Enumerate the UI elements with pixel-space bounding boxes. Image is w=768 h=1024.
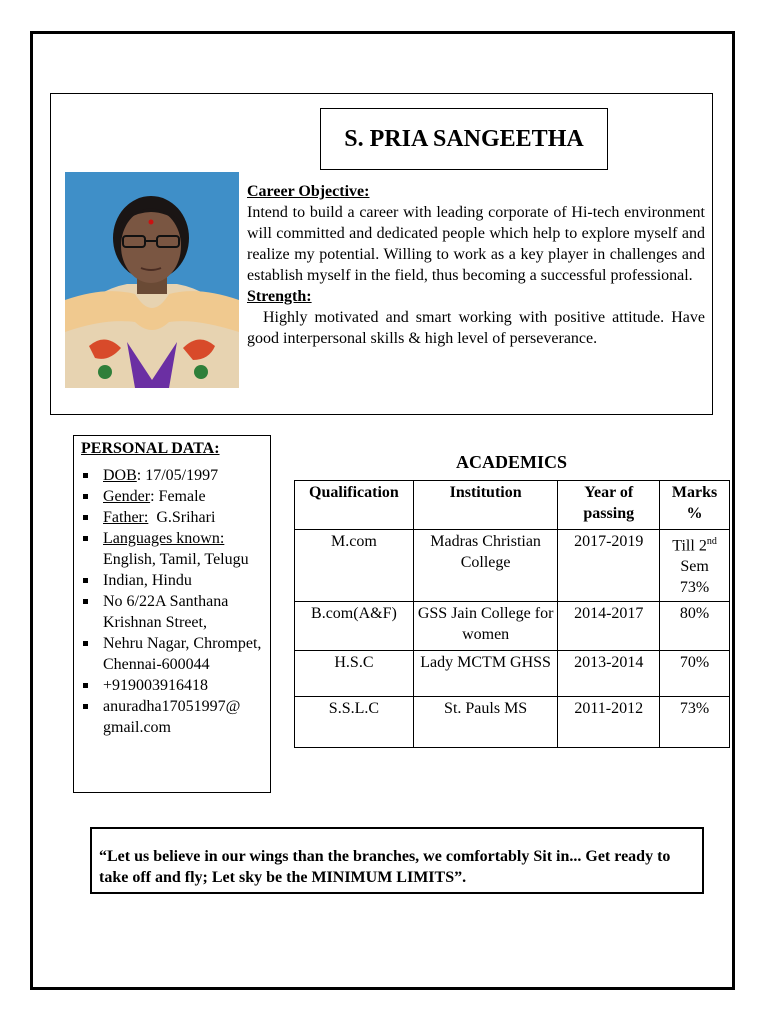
email-part-1: anuradha17051997@ (103, 698, 241, 715)
table-row (295, 697, 730, 748)
dob-label: DOB (103, 467, 137, 484)
cell-qualification: H.S.C (295, 651, 414, 697)
academics-table (294, 480, 730, 748)
cell-year: 2014-2017 (558, 602, 660, 651)
marks-sem: Sem (680, 558, 709, 576)
nationality-item: Indian, Hindu (80, 570, 264, 591)
languages-label: Languages known: (103, 530, 225, 547)
cell-marks: 73% (660, 697, 730, 748)
cell-year: 2013-2014 (558, 651, 660, 697)
personal-data-list (80, 465, 264, 738)
header-institution: Institution (413, 481, 558, 530)
gender-item (80, 486, 264, 507)
objective-section (247, 181, 705, 349)
father-label: Father: (103, 509, 149, 526)
table-row (295, 530, 730, 602)
header-qualification: Qualification (295, 481, 414, 530)
motto-quote: “Let us believe in our wings than the branches, we comfortably Sit in... Get ready to take off and fly; Let sky be the MINIMUM LIMITS”. (90, 827, 704, 894)
personal-data-box (73, 435, 271, 793)
strength-text: Highly motivated and smart working with positive attitude. Have good interpersonal skills & high level of perseverance. (247, 309, 705, 347)
email-part-2: gmail.com (103, 719, 171, 736)
header-marks: Marks % (660, 481, 730, 530)
career-objective-text: Intend to build a career with leading corporate of Hi-tech environment will committed and dedicated people which help to explore myself and realize my potential. Willing to work as a key player in challenges and establish myself in the field, thus becoming a successful professional. (247, 204, 705, 284)
email-item (80, 696, 264, 738)
cell-institution: GSS Jain College for women (413, 602, 558, 651)
languages-value: English, Tamil, Telugu (103, 551, 249, 568)
candidate-name: S. PRIA SANGEETHA (320, 108, 608, 170)
cell-institution: Madras Christian College (413, 530, 558, 602)
cell-year: 2011-2012 (558, 697, 660, 748)
cell-marks: 80% (660, 602, 730, 651)
gender-label: Gender (103, 488, 151, 505)
table-row (295, 651, 730, 697)
marks-till: Till 2 (672, 537, 707, 555)
academics-title: ACADEMICS (455, 452, 567, 472)
profile-photo (65, 172, 239, 388)
cell-marks: 70% (660, 651, 730, 697)
cell-qualification: M.com (295, 530, 414, 602)
cell-marks (660, 530, 730, 602)
marks-value: 73% (679, 579, 710, 597)
gender-value: : Female (150, 488, 206, 505)
dob-item (80, 465, 264, 486)
strength-heading: Strength: (247, 288, 312, 305)
career-objective-heading: Career Objective: (247, 183, 370, 200)
address-city-item: Nehru Nagar, Chrompet, Chennai-600044 (80, 633, 264, 675)
father-item (80, 507, 264, 528)
cell-year: 2017-2019 (558, 530, 660, 602)
father-value: G.Srihari (156, 509, 216, 526)
cell-institution: Lady MCTM GHSS (413, 651, 558, 697)
dob-value: : 17/05/1997 (136, 467, 219, 484)
cell-qualification: S.S.L.C (295, 697, 414, 748)
address-street-item: No 6/22A Santhana Krishnan Street, (80, 591, 264, 633)
table-row (295, 602, 730, 651)
phone-item: +919003916418 (80, 675, 264, 696)
cell-institution: St. Pauls MS (413, 697, 558, 748)
table-header-row (295, 481, 730, 530)
personal-data-title: PERSONAL DATA: (81, 440, 220, 457)
marks-superscript: nd (706, 536, 717, 547)
header-year: Year of passing (558, 481, 660, 530)
languages-item (80, 528, 264, 570)
cell-qualification: B.com(A&F) (295, 602, 414, 651)
